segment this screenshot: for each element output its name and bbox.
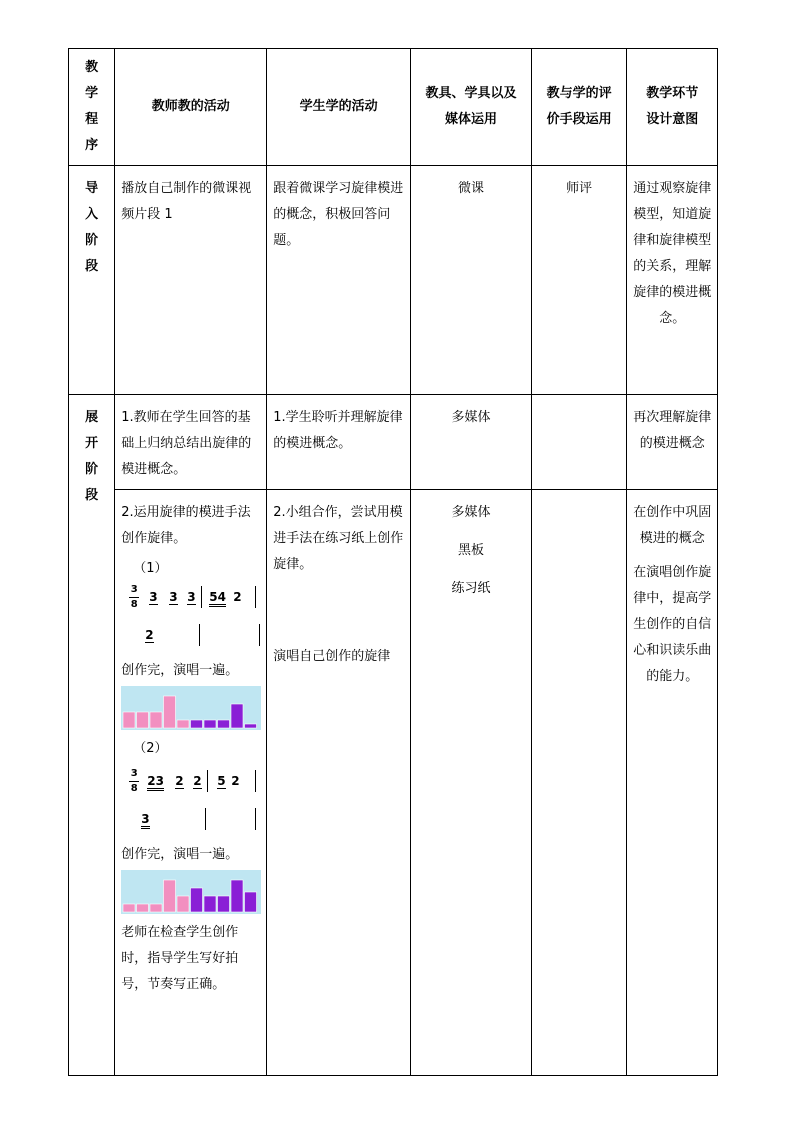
note: 5 (217, 774, 226, 788)
example1-after-text: 创作完，演唱一遍。 (121, 663, 239, 678)
model-bar (218, 720, 230, 728)
model-bar (164, 880, 176, 912)
model-bar (137, 712, 149, 728)
time-top: 3 (130, 584, 138, 595)
model-bar (231, 704, 243, 728)
barline (207, 770, 208, 792)
intro-evaluation: 师评 (531, 166, 627, 395)
example2-after-text: 创作完，演唱一遍。 (121, 847, 239, 862)
note: 2 (175, 774, 184, 788)
note: 2 (145, 628, 154, 642)
header-media (411, 49, 532, 166)
media-item: 练习纸 (451, 581, 491, 596)
header-row (69, 49, 718, 166)
model-bar (191, 888, 203, 912)
expand-stage-label (69, 395, 115, 1076)
melody-model-image-2 (121, 870, 261, 914)
purpose-consolidate: 在创作中巩固模进的概念 (633, 505, 712, 546)
example2-label: （2） (133, 741, 168, 756)
expand-row2-evaluation (531, 490, 627, 1076)
header-media-line2: 媒体运用 (444, 112, 497, 127)
expand-row2-student (267, 490, 411, 1076)
expand-row2-media (411, 490, 532, 1076)
header-student-activity: 学生学的活动 (267, 49, 411, 166)
note: 2 (193, 774, 202, 788)
expand-row2-purpose (627, 490, 718, 1076)
model-bar (245, 892, 257, 912)
expand-row2-teacher (115, 490, 267, 1076)
expand-row1-purpose: 再次理解旋律的模进概念 (627, 395, 718, 490)
model-bar (150, 904, 162, 912)
header-teacher-activity: 教师教的活动 (115, 49, 267, 166)
header-evaluation-line1: 教与学的评 (546, 86, 612, 101)
model-bar (177, 896, 189, 912)
teacher-guidance-text: 老师在检查学生创作时，指导学生写好拍号，节奏写正确。 (121, 925, 239, 992)
example1-label: （1） (133, 561, 168, 576)
stage-char: 开 (85, 436, 99, 451)
barline (259, 624, 260, 646)
expand-row1-student: 1.学生聆听并理解旋律的模进概念。 (267, 395, 411, 490)
model-bar (177, 720, 189, 728)
time-signature (127, 584, 141, 611)
header-purpose-line1: 教学环节 (646, 86, 699, 101)
purpose-confidence: 在演唱创作旋律中，提高学生创作的自信心和识读乐曲的能力。 (633, 565, 712, 684)
model-bar (191, 720, 203, 728)
note: 23 (147, 774, 164, 791)
expand-row1-teacher: 1.教师在学生回答的基础上归纳总结出旋律的模进概念。 (115, 395, 267, 490)
barline (201, 586, 202, 608)
model-bar (245, 724, 257, 728)
time-bottom: 8 (130, 599, 138, 610)
barline (199, 624, 200, 646)
score-example2-line1 (121, 766, 260, 804)
model-bar (164, 696, 176, 728)
barline (255, 808, 256, 830)
score-example2-line2 (121, 804, 260, 842)
stage-char: 导 (85, 181, 99, 196)
model-bar (204, 720, 216, 728)
media-item: 多媒体 (451, 505, 491, 520)
intro-media: 微课 (411, 166, 532, 395)
expand-row-2 (69, 490, 718, 1076)
stage-char: 展 (85, 410, 99, 425)
stage-char: 阶 (85, 233, 99, 248)
time-signature (127, 768, 141, 795)
intro-purpose: 通过观察旋律模型，知道旋律和旋律模型的关系，理解旋律的模进概念。 (627, 166, 718, 395)
model-bar (204, 896, 216, 912)
expand-row-1 (69, 395, 718, 490)
barline (205, 808, 206, 830)
note: 3 (169, 590, 178, 604)
barline (255, 586, 256, 608)
time-top: 3 (130, 768, 138, 779)
header-stage-char: 教 (85, 60, 99, 75)
note: 2 (233, 590, 242, 604)
intro-student-activity: 跟着微课学习旋律模进的概念，积极回答问题。 (267, 166, 411, 395)
note: 2 (231, 774, 240, 788)
stage-char: 段 (85, 259, 99, 274)
student-sing-text: 演唱自己创作的旋律 (273, 649, 391, 664)
model-bar (137, 904, 149, 912)
header-stage-char: 序 (85, 138, 99, 153)
stage-char: 入 (85, 207, 99, 222)
student-create-text: 2.小组合作，尝试用模进手法在练习纸上创作旋律。 (273, 505, 404, 572)
create-intro-text: 2.运用旋律的模进手法创作旋律。 (121, 505, 251, 546)
score-example1-line2 (121, 620, 260, 658)
model-bar (150, 712, 162, 728)
model-bar (218, 896, 230, 912)
header-evaluation-line2: 价手段运用 (546, 112, 612, 127)
header-evaluation (531, 49, 627, 166)
header-stage-char: 学 (85, 86, 99, 101)
note: 3 (187, 590, 196, 604)
model-bar (123, 712, 135, 728)
intro-row (69, 166, 718, 395)
melody-model-image-1 (121, 686, 261, 730)
header-stage-char: 程 (85, 112, 99, 127)
intro-stage-label (69, 166, 115, 395)
media-item: 黑板 (457, 543, 484, 558)
header-purpose (627, 49, 718, 166)
header-purpose-line2: 设计意图 (646, 112, 699, 127)
header-media-line1: 教具、学具以及 (425, 86, 517, 101)
expand-row1-evaluation (531, 395, 627, 490)
model-bar (123, 904, 135, 912)
barline (255, 770, 256, 792)
stage-char: 阶 (85, 462, 99, 477)
intro-teacher-activity: 播放自己制作的微课视频片段 1 (115, 166, 267, 395)
expand-row1-media: 多媒体 (411, 395, 532, 490)
note: 54 (209, 590, 226, 607)
score-example1-line1 (121, 582, 260, 620)
stage-char: 段 (85, 488, 99, 503)
model-bar (231, 880, 243, 912)
time-bottom: 8 (130, 783, 138, 794)
note: 3 (149, 590, 158, 604)
note: 3 (141, 812, 149, 829)
lesson-plan-table (68, 48, 718, 1076)
header-stage (69, 49, 115, 166)
